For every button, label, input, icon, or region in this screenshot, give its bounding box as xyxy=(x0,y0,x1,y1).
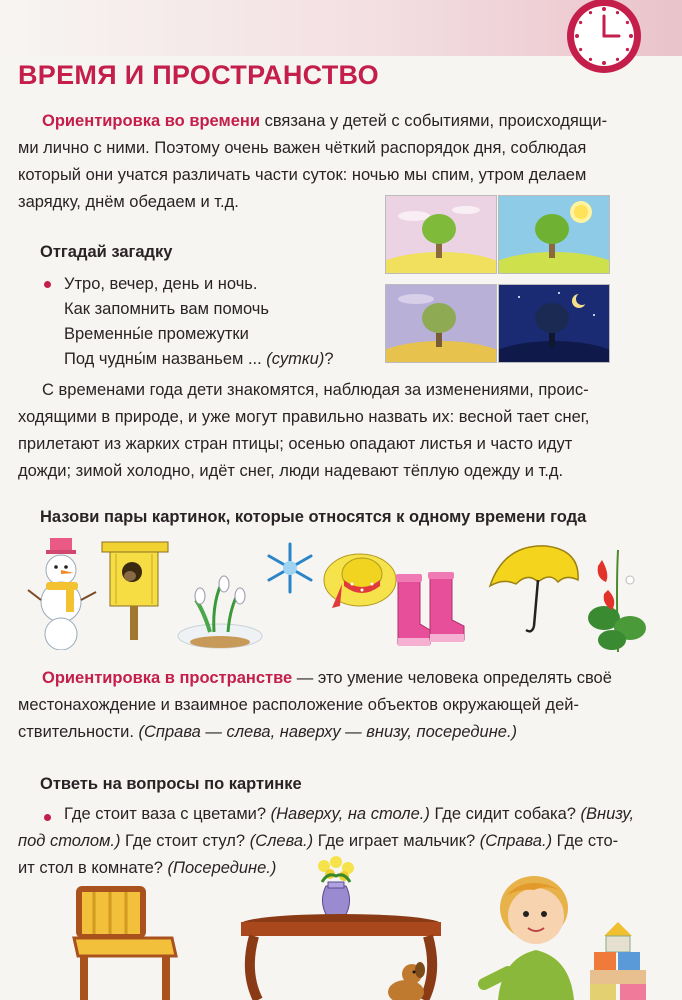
boy-image xyxy=(478,866,598,1000)
night-image xyxy=(498,284,610,363)
dog-image xyxy=(388,962,425,1000)
questions-heading: Ответь на вопросы по картинке xyxy=(40,775,302,793)
pairs-heading: Назови пары картинок, которые относятся к одному времени года xyxy=(40,508,587,526)
bullet-icon xyxy=(44,281,51,288)
birdhouse-image xyxy=(98,540,174,640)
clock-icon xyxy=(556,0,652,82)
rubber-boots-image xyxy=(390,572,470,654)
vase-image xyxy=(318,856,354,918)
riddle-heading: Отгадай загадку xyxy=(40,243,173,261)
snowman-image xyxy=(26,538,100,650)
page-title: ВРЕМЯ И ПРОСТРАНСТВО xyxy=(18,60,379,90)
table-image xyxy=(236,852,446,1000)
umbrella-image xyxy=(486,540,582,636)
evening-image xyxy=(385,284,497,363)
intro-paragraph: Ориентировка во времени связана у детей с событиями, происходящи- ми лично с ними. Поэтому очень важен чёткий распорядок дня, соблюдая который они учатся различать части суток: ночью мы спим, утром делаем зарядку, днём обедаем и т.д. xyxy=(18,112,608,211)
day-image xyxy=(498,195,610,274)
morning-image xyxy=(385,195,497,274)
poem-line: Утро, вечер, день и ночь. xyxy=(64,275,258,293)
intro-highlight: Ориентировка во времени xyxy=(42,112,261,130)
space-paragraph: Ориентировка в пространстве — это умение человека определять своё местонахождение и взаимное расположение объектов окружающей дей- ствительности. (Справа — слева, наверху — внизу, посередине.) xyxy=(18,669,612,741)
sun-hat-image xyxy=(322,546,398,616)
poem-line: Как запомнить вам помочь xyxy=(64,300,270,318)
questions-paragraph: Где стоит ваза с цветами? (Наверху, на столе.) Где сидит собака? (Внизу, под столом.) Где стоит стул? (Слева.) Где играет мальчик? (Справа.) Где сто- ит стол в комнате? (Посередине.) xyxy=(18,805,635,877)
poem-line: Временны́е промежутки xyxy=(64,325,249,343)
chair-image xyxy=(64,882,182,1000)
toy-blocks-image xyxy=(586,922,650,1000)
riddle-poem xyxy=(64,272,334,372)
poem-line: Под чудны́м названьем ... (сутки)? xyxy=(64,350,334,368)
space-highlight: Ориентировка в пространстве xyxy=(42,669,293,687)
strawberry-image xyxy=(584,548,650,654)
riddle-answer: (сутки) xyxy=(266,350,325,368)
snowflake-icon xyxy=(262,540,318,596)
snowdrops-image xyxy=(174,570,266,650)
seasons-paragraph: С временами года дети знакомятся, наблюдая за изменениями, проис- ходящими в природе, и уже могут правильно назвать их: весной тает снег, прилетают из жарких стран птицы; осенью опадают листья и часто идут дожди; зимой холодно, идёт снег, люди надевают тёплую одежду и т.д. xyxy=(18,381,590,480)
